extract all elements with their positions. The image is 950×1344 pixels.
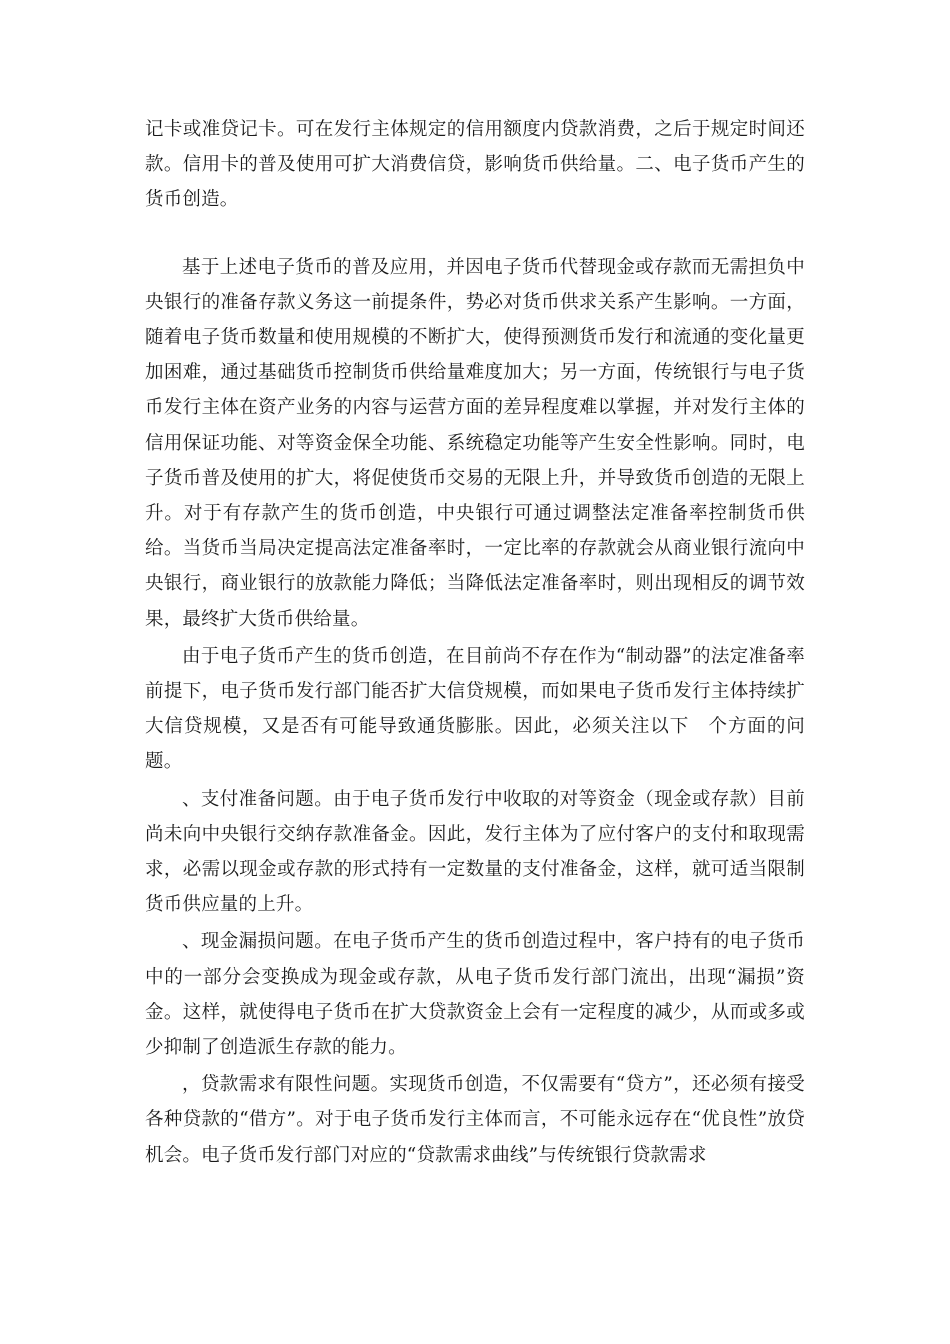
paragraph-credit-expansion-question: 由于电子货币产生的货币创造，在目前尚不存在作为“制动器”的法定准备率前提下，电子货币发行部门能否扩大信贷规模，而如果电子货币发行主体持续扩大信贷规模，又是否有可能导致通货膨胀。因此，必须关注以下 个方面的问题。: [145, 645, 805, 773]
paragraph-payment-reserve-issue: 、支付准备问题。由于电子货币发行中收取的对等资金（现金或存款）目前尚未向中央银行交纳存款准备金。因此，发行主体为了应付客户的支付和取现需求，必需以现金或存款的形式持有一定数量的支付准备金，这样，就可适当限制货币供应量的上升。: [145, 788, 805, 916]
document-body: [145, 112, 805, 1173]
paragraph-cash-leakage-issue: 、现金漏损问题。在电子货币产生的货币创造过程中，客户持有的电子货币中的一部分会变换成为现金或存款，从电子货币发行部门流出，出现“漏损”资金。这样，就使得电子货币在扩大贷款资金上会有一定程度的减少，从而或多或少抑制了创造派生存款的能力。: [145, 931, 805, 1059]
paragraph-electronic-money-impact: 基于上述电子货币的普及应用，并因电子货币代替现金或存款而无需担负中央银行的准备存款义务这一前提条件，势必对货币供求关系产生影响。一方面，随着电子货币数量和使用规模的不断扩大，使得预测货币发行和流通的变化量更加困难，通过基础货币控制货币供给量难度加大；另一方面，传统银行与电子货币发行主体在资产业务的内容与运营方面的差异程度难以掌握，并对发行主体的信用保证功能、对等资金保全功能、系统稳定功能等产生安全性影响。同时，电子货币普及使用的扩大，将促使货币交易的无限上升，并导致货币创造的无限上升。对于有存款产生的货币创造，中央银行可通过调整法定准备率控制货币供给。当货币当局决定提高法定准备率时，一定比率的存款就会从商业银行流向中央银行，商业银行的放款能力降低；当降低法定准备率时，则出现相反的调节效果，最终扩大货币供给量。: [145, 256, 805, 630]
paragraph-credit-card-continuation: 记卡或准贷记卡。可在发行主体规定的信用额度内贷款消费，之后于规定时间还款。信用卡的普及使用可扩大消费信贷，影响货币供给量。二、电子货币产生的货币创造。: [145, 119, 805, 211]
paragraph-loan-demand-issue: ，贷款需求有限性问题。实现货币创造，不仅需要有“贷方”，还必须有接受各种贷款的“借方”。对于电子货币发行主体而言，不可能永远存在“优良性”放贷机会。电子货币发行部门对应的“贷款需求曲线”与传统银行贷款需求: [145, 1074, 805, 1166]
